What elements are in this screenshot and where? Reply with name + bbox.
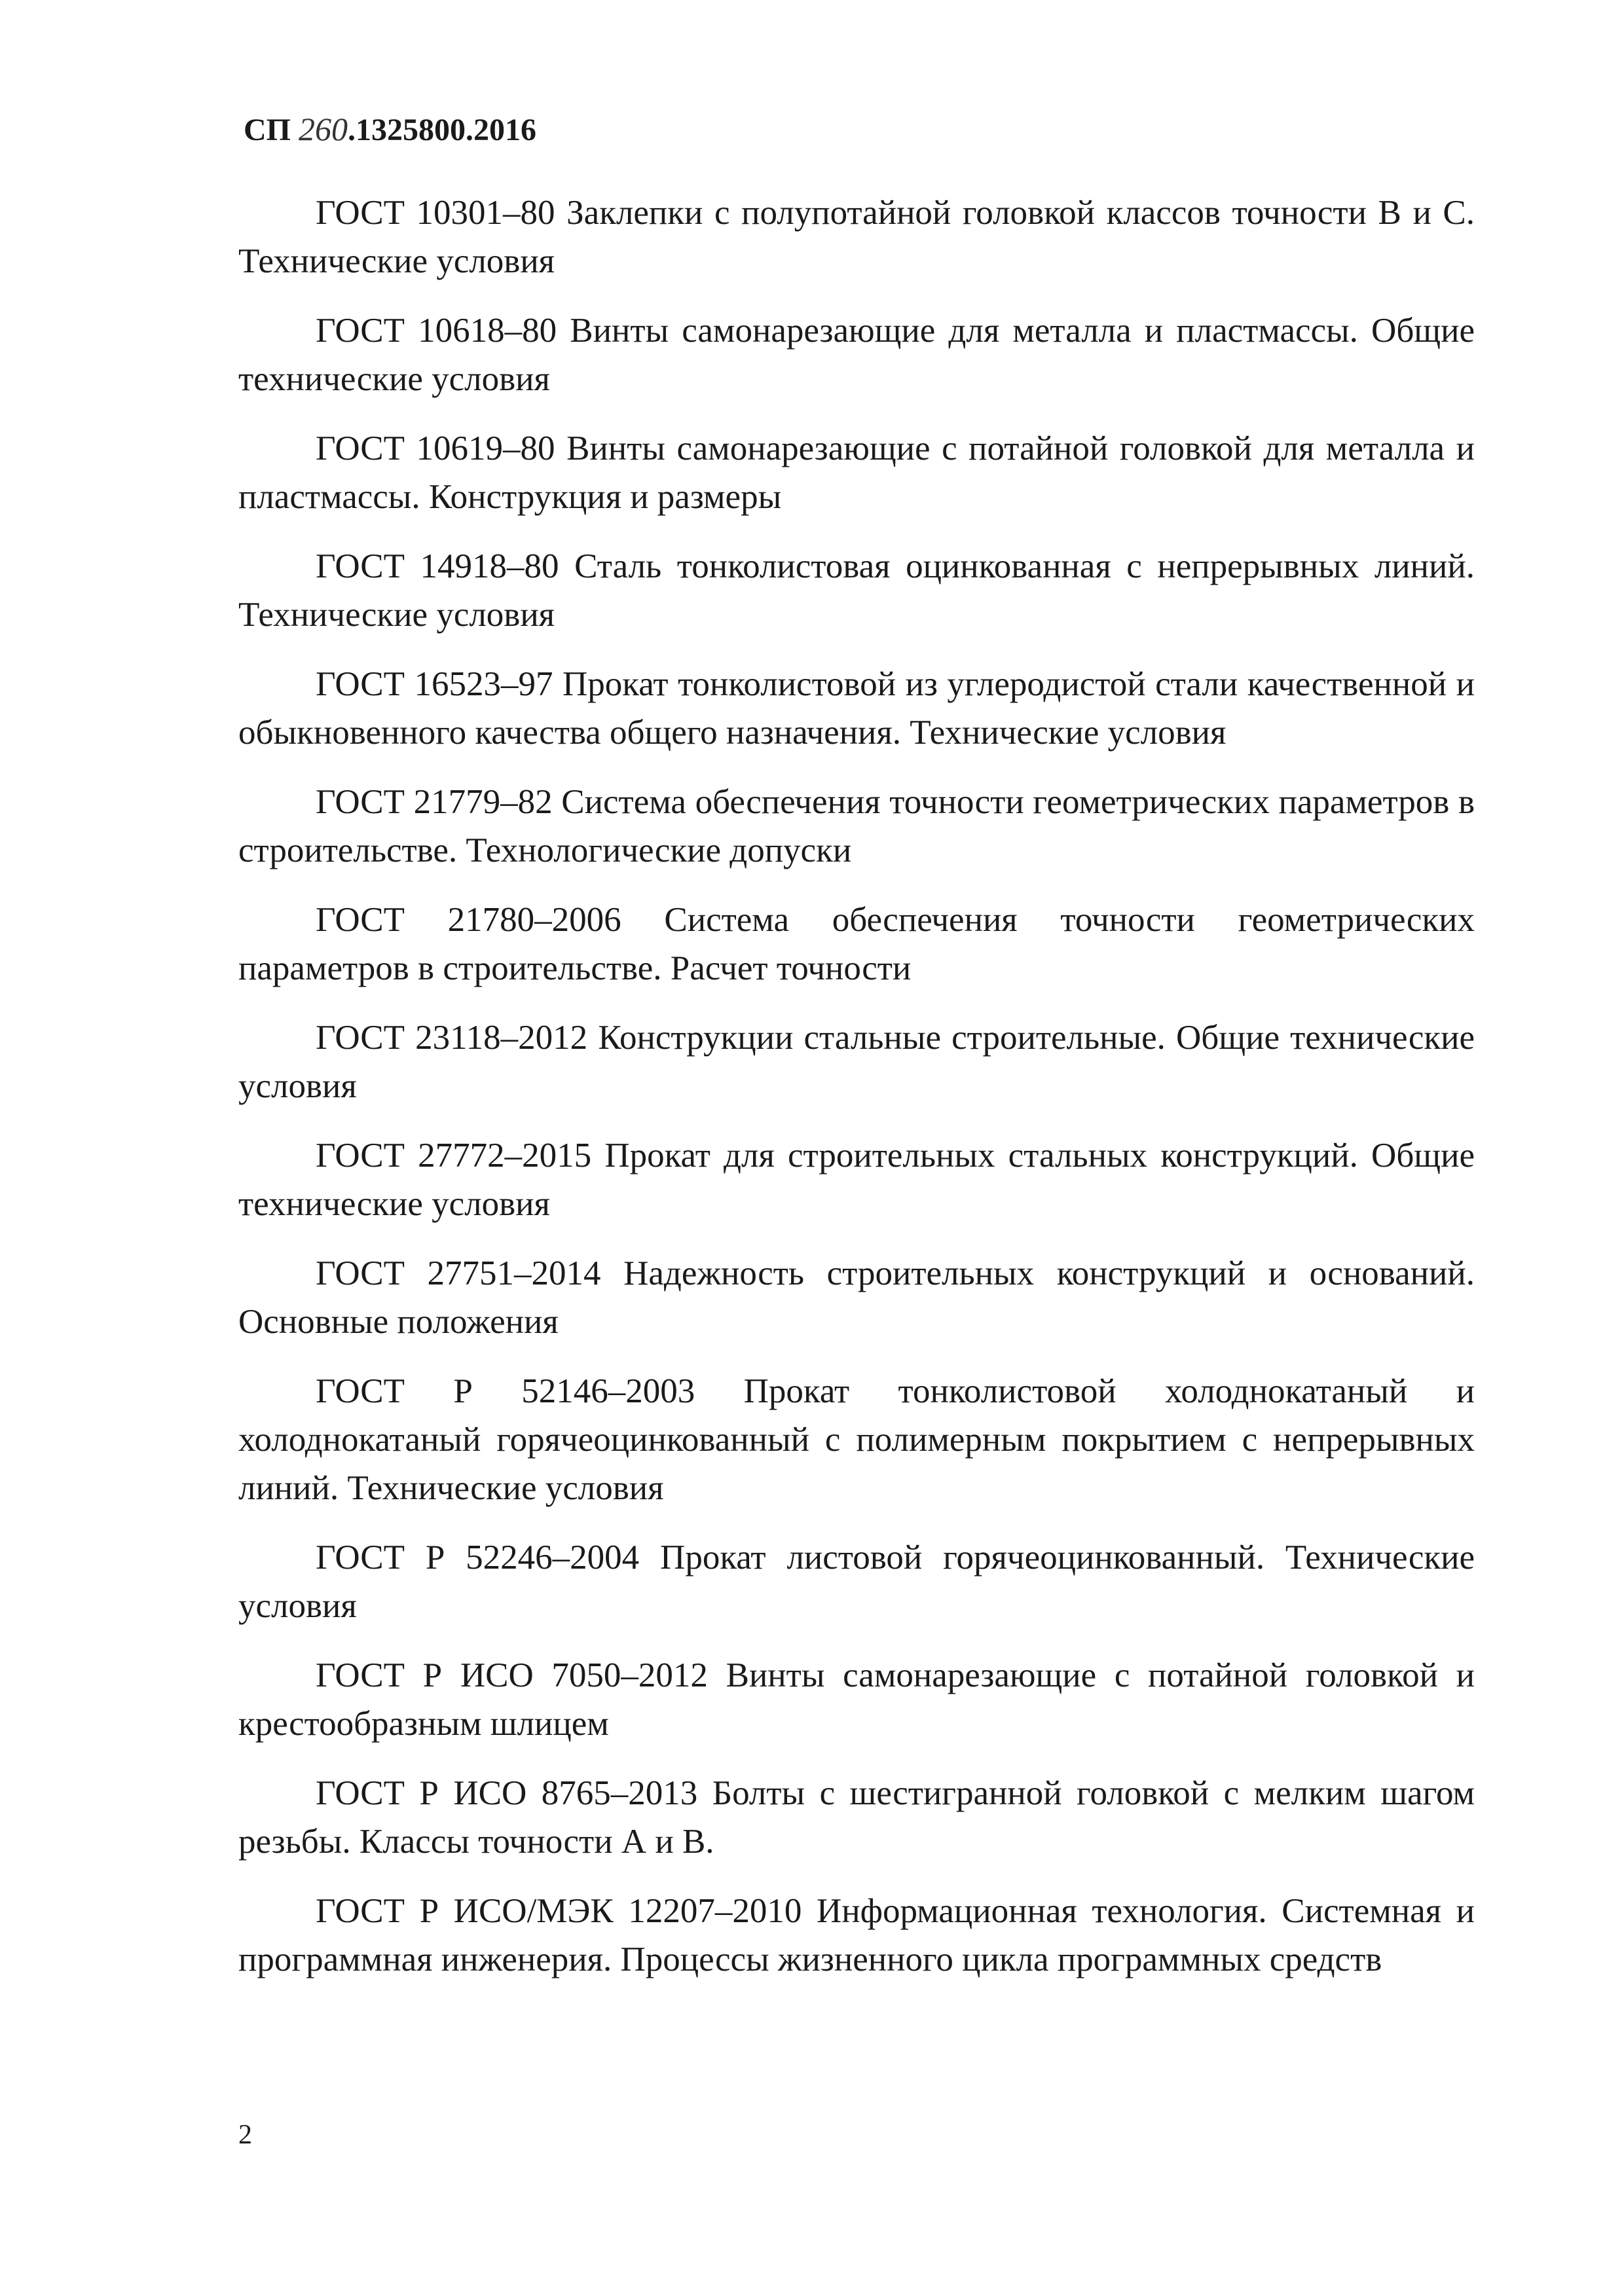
- header-year: .2016: [466, 113, 536, 147]
- standard-entry: ГОСТ Р 52246–2004 Прокат листовой горячеоцинкованный. Технические условия: [238, 1539, 1475, 1625]
- standard-entry: ГОСТ Р ИСО 8765–2013 Болты с шестигранной головкой с мелким шагом резьбы. Классы точности А и В.: [238, 1774, 1475, 1861]
- header-handwritten-number: 260: [299, 111, 348, 147]
- standard-entry: ГОСТ Р ИСО 7050–2012 Винты самонарезающие с потайной головкой и крестообразным шлицем: [238, 1656, 1475, 1743]
- standard-entry: ГОСТ 27751–2014 Надежность строительных конструкций и оснований. Основные положения: [238, 1254, 1475, 1341]
- header-code: .1325800: [348, 113, 466, 147]
- standard-entry: ГОСТ Р 52146–2003 Прокат тонколистовой холоднокатаный и холоднокатаный горячеоцинкованный с полимерным покрытием с непрерывных линий. Технические условия: [238, 1372, 1475, 1507]
- page-number: 2: [238, 2120, 252, 2150]
- header-prefix: СП: [244, 113, 291, 147]
- standard-entry: ГОСТ 21779–82 Система обеспечения точности геометрических параметров в строительстве. Технологические допуски: [238, 783, 1475, 869]
- standard-entry: ГОСТ 10301–80 Заклепки с полупотайной головкой классов точности В и С. Технические условия: [238, 194, 1475, 280]
- standard-entry: ГОСТ 23118–2012 Конструкции стальные строительные. Общие технические условия: [238, 1019, 1475, 1105]
- standard-entry: ГОСТ 10619–80 Винты самонарезающие с потайной головкой для металла и пластмассы. Конструкция и размеры: [238, 429, 1475, 516]
- standard-entry: ГОСТ Р ИСО/МЭК 12207–2010 Информационная технология. Системная и программная инженерия. Процессы жизненного цикла программных средств: [238, 1892, 1475, 1978]
- page-header: [244, 113, 536, 146]
- standard-entry: ГОСТ 27772–2015 Прокат для строительных стальных конструкций. Общие технические условия: [238, 1137, 1475, 1223]
- standard-entry: ГОСТ 16523–97 Прокат тонколистовой из углеродистой стали качественной и обыкновенного качества общего назначения. Технические условия: [238, 665, 1475, 752]
- standard-entry: ГОСТ 10618–80 Винты самонарезающие для металла и пластмассы. Общие технические условия: [238, 312, 1475, 398]
- standard-entry: ГОСТ 14918–80 Сталь тонколистовая оцинкованная с непрерывных линий. Технические условия: [238, 547, 1475, 634]
- standard-entry: ГОСТ 21780–2006 Система обеспечения точности геометрических параметров в строительстве. Расчет точности: [238, 901, 1475, 987]
- standards-list: [238, 189, 1475, 2005]
